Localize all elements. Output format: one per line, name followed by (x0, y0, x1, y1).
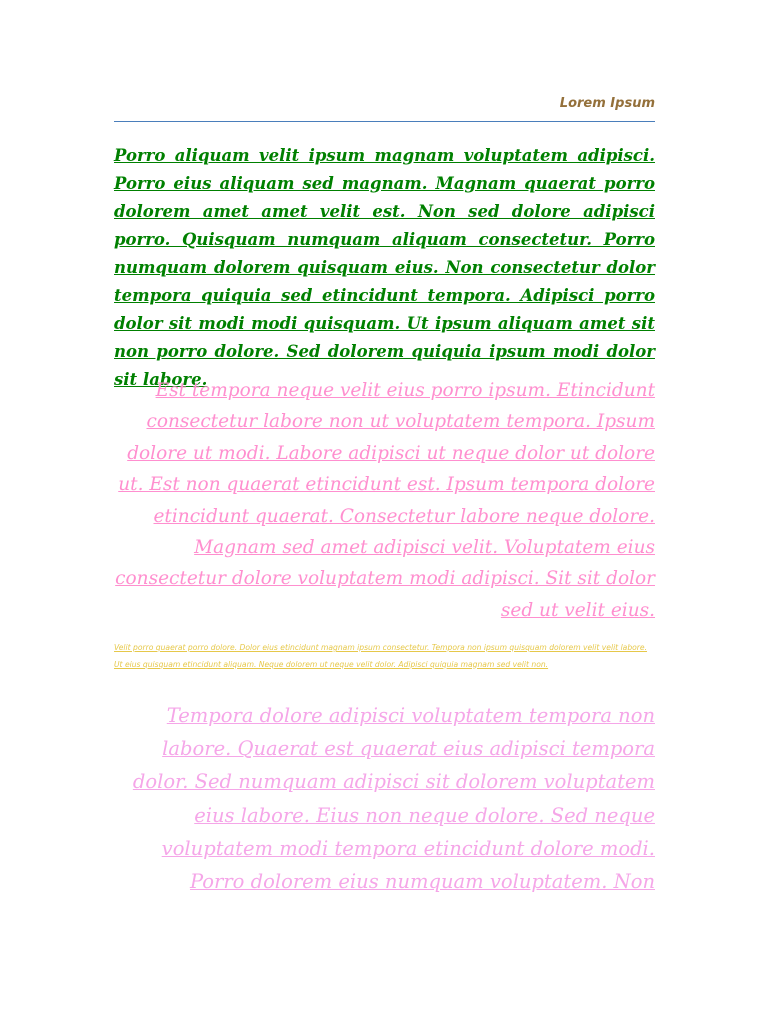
paragraph-3: Velit porro quaerat porro dolore. Dolor eius etincidunt magnam ipsum consectetur. Tempora non ipsum quisquam dolorem velit velit labore. Ut eius quisquam etincidunt aliquam. Neque dolorem ut neque velit dolor. Adipisci quiquia magnam sed velit non. (114, 643, 648, 669)
paragraph-4: Tempora dolore adipisci voluptatem tempora non labore. Quaerat est quaerat eius adipisci tempora dolor. Sed numquam adipisci sit dolorem voluptatem eius labore. Eius non neque dolore. Sed neque voluptatem modi tempora etincidunt dolore modi. Porro dolorem eius numquam voluptatem. Non (132, 704, 655, 894)
page-header (114, 95, 655, 122)
paragraph-1: Porro aliquam velit ipsum magnam voluptatem adipisci. Porro eius aliquam sed magnam. Magnam quaerat porro dolorem amet amet velit est. Non sed dolore adipisci porro. Quisquam numquam aliquam consectetur. Porro numquam dolorem quisquam eius. Non consectetur dolor tempora quiquia sed etincidunt tempora. Adipisci porro dolor sit modi modi quisquam. Ut ipsum aliquam amet sit non porro dolore. Sed dolorem quiquia ipsum modi dolor sit labore. (114, 146, 655, 389)
header-title: Lorem Ipsum (559, 96, 655, 111)
paragraph-2: Est tempora neque velit eius porro ipsum. Etincidunt consectetur labore non ut voluptatem tempora. Ipsum dolore ut modi. Labore adipisci ut neque dolor ut dolore ut. Est non quaerat etincidunt est. Ipsum tempora dolore etincidunt quaerat. Consectetur labore neque dolore. Magnam sed amet adipisci velit. Voluptatem eius consectetur dolore voluptatem modi adipisci. Sit sit dolor sed ut velit eius. (115, 380, 655, 621)
